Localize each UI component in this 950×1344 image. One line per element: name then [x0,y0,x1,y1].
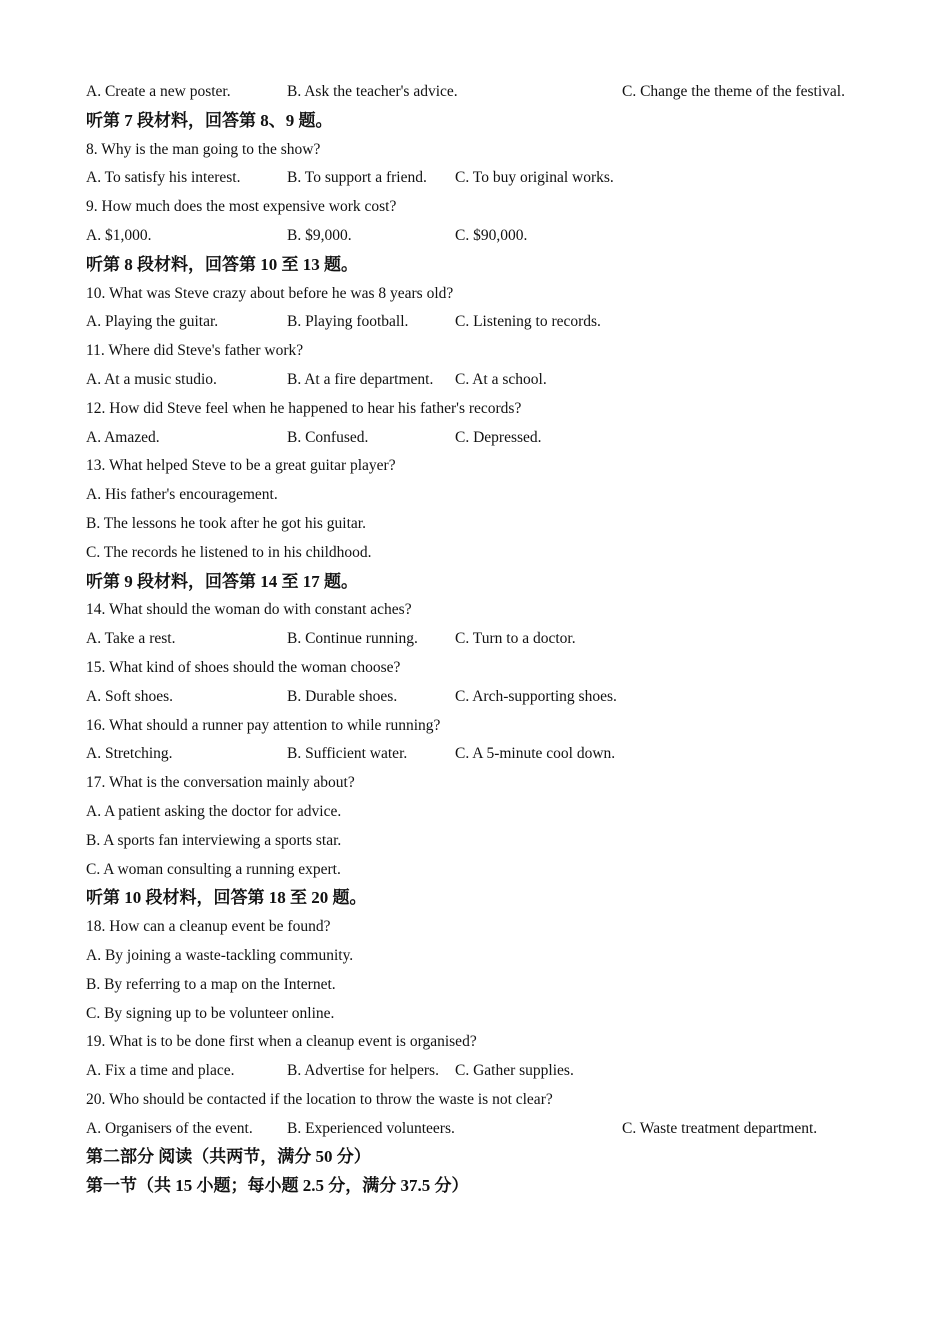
option-a: A. To satisfy his interest. [86,169,241,187]
option-c: C. Change the theme of the festival. [622,83,845,100]
option-c: C. The records he listened to in his childhood. [86,543,372,561]
option-b: B. The lessons he took after he got his guitar. [86,514,366,532]
option-c: C. A woman consulting a running expert. [86,860,341,878]
options-row-14 [86,625,886,654]
options-row-12 [86,424,886,453]
option-a: A. Stretching. [86,745,173,763]
question-14: 14. What should the woman do with constant aches? [86,601,412,619]
option-a: A. Soft shoes. [86,687,173,705]
option-c: C. To buy original works. [455,169,614,187]
options-row-8 [86,164,886,193]
question-9: 9. How much does the most expensive work cost? [86,198,397,216]
question-11: 11. Where did Steve's father work? [86,342,304,360]
question-10: 10. What was Steve crazy about before he was 8 years old? [86,284,454,302]
option-a: A. Amazed. [86,428,160,446]
option-a: A. A patient asking the doctor for advice. [86,802,342,820]
section-heading: 第一节（共 15 小题；每小题 2.5 分，满分 37.5 分） [86,1176,469,1196]
option-a: A. Create a new poster. [86,83,231,100]
option-b: B. Experienced volunteers. [287,1119,455,1137]
option-c: C. At a school. [455,370,547,388]
option-b: B. Sufficient water. [287,745,408,763]
question-18: 18. How can a cleanup event be found? [86,918,331,936]
option-b: B. By referring to a map on the Internet. [86,975,336,993]
option-a: A. Take a rest. [86,630,176,648]
option-a: A. By joining a waste-tackling community. [86,946,354,964]
options-row-19 [86,1057,886,1086]
option-b: B. Durable shoes. [287,687,398,705]
question-17: 17. What is the conversation mainly about? [86,774,355,792]
option-c: C. Gather supplies. [455,1062,574,1080]
section-heading-10: 听第 10 段材料，回答第 18 至 20 题。 [86,888,367,908]
option-c: C. A 5-minute cool down. [455,745,616,763]
question-20: 20. Who should be contacted if the location to throw the waste is not clear? [86,1090,553,1108]
option-b: B. Advertise for helpers. [287,1062,439,1080]
option-c: C. Listening to records. [455,313,601,331]
section-heading-8: 听第 8 段材料，回答第 10 至 13 题。 [86,254,358,274]
option-a: A. $1,000. [86,226,152,244]
question-12: 12. How did Steve feel when he happened to hear his father's records? [86,399,522,417]
option-b: B. Ask the teacher's advice. [287,83,458,100]
option-b: B. $9,000. [287,226,352,244]
options-row-10 [86,308,886,337]
option-c: C. Arch-supporting shoes. [455,687,617,705]
options-row-9 [86,222,886,251]
option-b: B. Continue running. [287,630,418,648]
option-c: C. Waste treatment department. [622,1119,818,1137]
question-8: 8. Why is the man going to the show? [86,140,321,158]
options-row-7 [86,78,886,107]
option-a: A. Fix a time and place. [86,1062,235,1080]
question-16: 16. What should a runner pay attention to while running? [86,716,441,734]
question-19: 19. What is to be done first when a cleanup event is organised? [86,1033,477,1051]
options-row-15 [86,683,886,712]
option-b: B. Playing football. [287,313,409,331]
option-a: A. At a music studio. [86,370,217,388]
options-row-11 [86,366,886,395]
option-c: C. Turn to a doctor. [455,630,576,648]
option-b: B. To support a friend. [287,169,427,187]
options-row-16 [86,740,886,769]
options-row-20 [86,1115,886,1144]
section-heading-9: 听第 9 段材料，回答第 14 至 17 题。 [86,571,358,591]
option-a: A. Playing the guitar. [86,313,219,331]
option-b: B. At a fire department. [287,370,434,388]
question-15: 15. What kind of shoes should the woman choose? [86,658,401,676]
option-b: B. Confused. [287,428,369,446]
part-heading: 第二部分 阅读（共两节，满分 50 分） [86,1147,371,1167]
option-c: C. Depressed. [455,428,542,446]
option-a: A. Organisers of the event. [86,1119,253,1137]
option-a: A. His father's encouragement. [86,486,278,504]
question-13: 13. What helped Steve to be a great guitar player? [86,457,396,475]
option-c: C. $90,000. [455,226,528,244]
option-b: B. A sports fan interviewing a sports star. [86,831,342,849]
section-heading-7: 听第 7 段材料，回答第 8、9 题。 [86,110,333,130]
exam-page [86,78,886,1201]
option-c: C. By signing up to be volunteer online. [86,1004,335,1022]
